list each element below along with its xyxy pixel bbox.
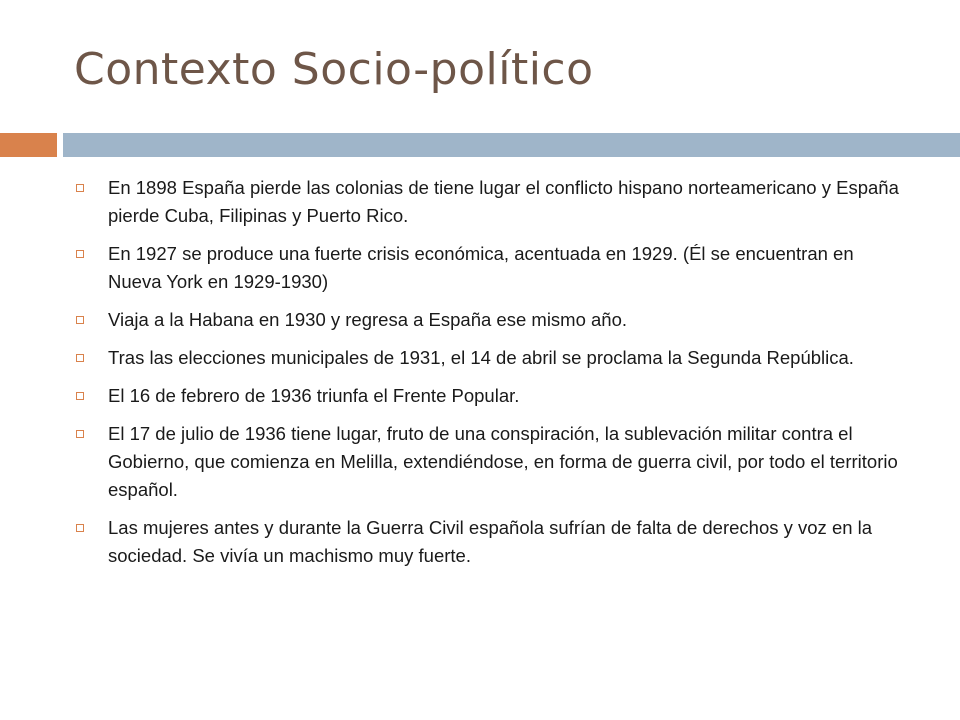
title-accent-bar [0,133,57,157]
slide-title: Contexto Socio-político [74,44,594,95]
bullet-item [72,382,912,410]
bullet-item [72,174,912,230]
bullet-item [72,306,912,334]
bullet-text: En 1927 se produce una fuerte crisis económica, acentuada en 1929. (Él se encuentran en Nueva York en 1929-1930) [108,243,854,292]
square-bullet-icon [76,354,84,362]
bullet-text: En 1898 España pierde las colonias de tiene lugar el conflicto hispano norteamericano y España pierde Cuba, Filipinas y Puerto Rico. [108,177,899,226]
bullet-item [72,420,912,504]
bullet-text: Tras las elecciones municipales de 1931, el 14 de abril se proclama la Segunda República. [108,347,854,368]
bullet-text: El 17 de julio de 1936 tiene lugar, fruto de una conspiración, la sublevación militar contra el Gobierno, que comienza en Melilla, extendiéndose, en forma de guerra civil, por todo el territorio español. [108,423,898,500]
square-bullet-icon [76,316,84,324]
square-bullet-icon [76,524,84,532]
bullet-text: Viaja a la Habana en 1930 y regresa a España ese mismo año. [108,309,628,330]
bullet-text: El 16 de febrero de 1936 triunfa el Frente Popular. [108,385,520,406]
square-bullet-icon [76,250,84,258]
title-rule-bar [63,133,960,157]
bullet-item [72,514,912,570]
bullet-list [72,174,912,580]
bullet-item [72,344,912,372]
square-bullet-icon [76,184,84,192]
bullet-text: Las mujeres antes y durante la Guerra Civil española sufrían de falta de derechos y voz en la sociedad. Se vivía un machismo muy fuerte. [108,517,873,566]
square-bullet-icon [76,430,84,438]
bullet-item [72,240,912,296]
square-bullet-icon [76,392,84,400]
